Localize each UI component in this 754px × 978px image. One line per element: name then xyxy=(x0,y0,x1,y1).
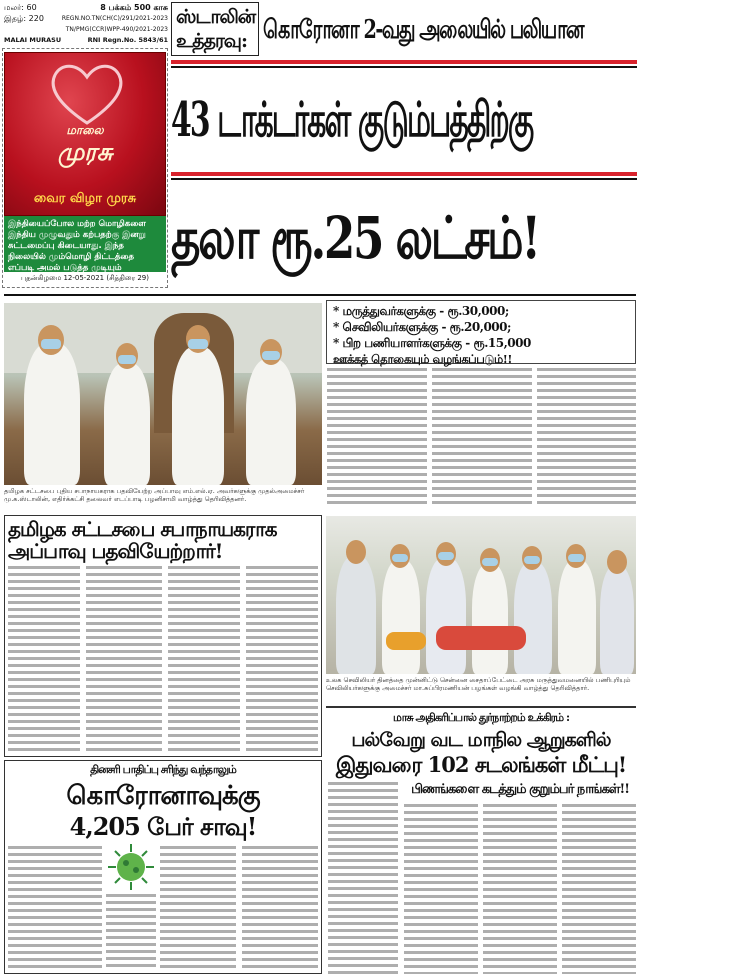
assembly-photo-caption: தமிழக சட்டசபை புதிய சபாநாயகராக பதவியேற்ற அப்பாவு எம்.எல்.ஏ. அவர்களுக்கு முதல்அமைச்சர் மு.க.ஸ்டாலின், எதிர்க்கட்சி தலைவர் எடப்பாடி பழனிசாமி வாழ்த்து தெரிவித்தனர். xyxy=(4,487,305,503)
bullet-nurses: * செவிலியர்களுக்கு - ரூ.20,000; xyxy=(333,320,511,334)
volume: மலர்: 60 xyxy=(4,3,37,12)
body-text-column xyxy=(327,368,427,508)
promo-logo-top: மாலை xyxy=(66,123,104,137)
body-text-column xyxy=(432,368,532,508)
lead-kicker: கொரோனா 2-வது அலையில் பலியான xyxy=(263,15,584,45)
body-text-column xyxy=(168,566,240,752)
body-text-column xyxy=(8,566,80,752)
bullet-others: * பிற பணியாளர்களுக்கு - ரூ.15,000 xyxy=(333,336,531,350)
body-text-column xyxy=(106,894,156,970)
reg-number-1: REGN.NO.TN(CH(C)/291/2021-2023 xyxy=(61,15,168,22)
nurses-photo-caption: உலக செவிலியர் தினத்தை முன்னிட்டு சென்னை சைதாப்பேட்டை அரசு மருத்துவமனையில் பணிபுரியும் செவிலியர்களுக்கு அமைச்சர் மா.சுப்பிரமணியன் பழங்கள் வழங்கி வாழ்த்து தெரிவித்தார். xyxy=(326,676,631,692)
promo-note: இந்தியைப்போல மற்ற மொழிகளை இந்திய முழுவதும் கற்பதற்கு இனறு சுட்டமைப்பு கிடையாது. இந்த நிலையில் மும்மொழி திட்டத்தை எப்படி அமல் படுத்த முடியும் xyxy=(4,216,166,272)
bodies-kicker: மாசு அதிகரிப்பால் துர்நாற்றம் உக்கிரம் : xyxy=(392,711,570,724)
reg-number-2: TN/PMG(CCR)WPP-490/2021-2023 xyxy=(65,26,168,33)
rule-section xyxy=(4,294,636,296)
covid-headline-1: கொரோனாவுக்கு xyxy=(66,781,260,811)
bullet-note: ஊக்கத் தொகையும் வழங்கப்படும்!! xyxy=(333,352,512,366)
lead-headline-1: 43 டாக்டர்கள் குடும்பத்திற்கு xyxy=(171,92,533,148)
price: 8 பக்கம் 500 காசு xyxy=(100,3,168,12)
heart-logo-icon xyxy=(47,59,127,129)
bullet-box xyxy=(326,300,636,364)
rule-red-2 xyxy=(171,172,637,176)
promo-logo-main: முரசு xyxy=(57,137,113,166)
body-text-column xyxy=(537,368,636,508)
rule-bodies xyxy=(326,706,636,708)
rni-number: RNI Regn.No. 5843/61 xyxy=(87,36,168,44)
rule-black-2 xyxy=(171,178,637,180)
lead-headline-2: தலா ரூ.25 லட்சம்! xyxy=(171,204,539,272)
assembly-photo xyxy=(4,303,322,485)
promo-logo xyxy=(5,123,165,167)
bodies-headline-2: இதுவரை 102 சடலங்கள் மீட்பு! xyxy=(335,752,627,777)
body-text-column xyxy=(562,804,636,974)
promo-tag: வைர விழா முரசு xyxy=(33,191,137,206)
nurses-photo xyxy=(326,516,636,674)
promo-banner xyxy=(4,52,166,216)
bodies-subheadline: பிணங்களை கடத்தும் குறும்பர் நாங்கள்!! xyxy=(411,782,629,797)
body-text-column xyxy=(86,566,162,752)
issue-date: புதன்கிழமை 12-05-2021 (சித்திரை 29) xyxy=(21,274,149,282)
speaker-headline: தமிழக சட்டசபை சபாநாயகராக அப்பாவு பதவியேற்றார்! xyxy=(8,517,277,563)
lead-kicker-line-1: ஸ்டாலின் xyxy=(176,6,256,28)
covid-kicker: தினசரி பாதிப்பு சரிந்து வந்தாலும் xyxy=(90,763,236,776)
issue: இதழ்: 220 xyxy=(4,14,44,23)
rule-black xyxy=(171,66,637,68)
lead-kicker-box xyxy=(171,2,259,56)
body-text-column xyxy=(328,782,398,974)
rule-red xyxy=(171,60,637,64)
body-text-column xyxy=(242,846,318,970)
masthead-info xyxy=(4,2,168,50)
body-text-column xyxy=(483,804,557,974)
body-text-column xyxy=(404,804,478,974)
body-text-column xyxy=(246,566,318,752)
covid-headline-2: 4,205 பேர் சாவு! xyxy=(69,812,257,841)
bullet-doctors: * மருத்துவர்களுக்கு - ரூ.30,000; xyxy=(333,304,509,318)
coronavirus-icon xyxy=(106,842,156,892)
brand-name: MALAI MURASU xyxy=(4,36,62,44)
body-text-column xyxy=(8,846,102,970)
bodies-headline-1: பல்வேறு வட மாநில ஆறுகளில் xyxy=(351,729,611,751)
body-text-column xyxy=(160,846,236,970)
lead-kicker-line-2: உத்தரவு: xyxy=(176,30,248,52)
